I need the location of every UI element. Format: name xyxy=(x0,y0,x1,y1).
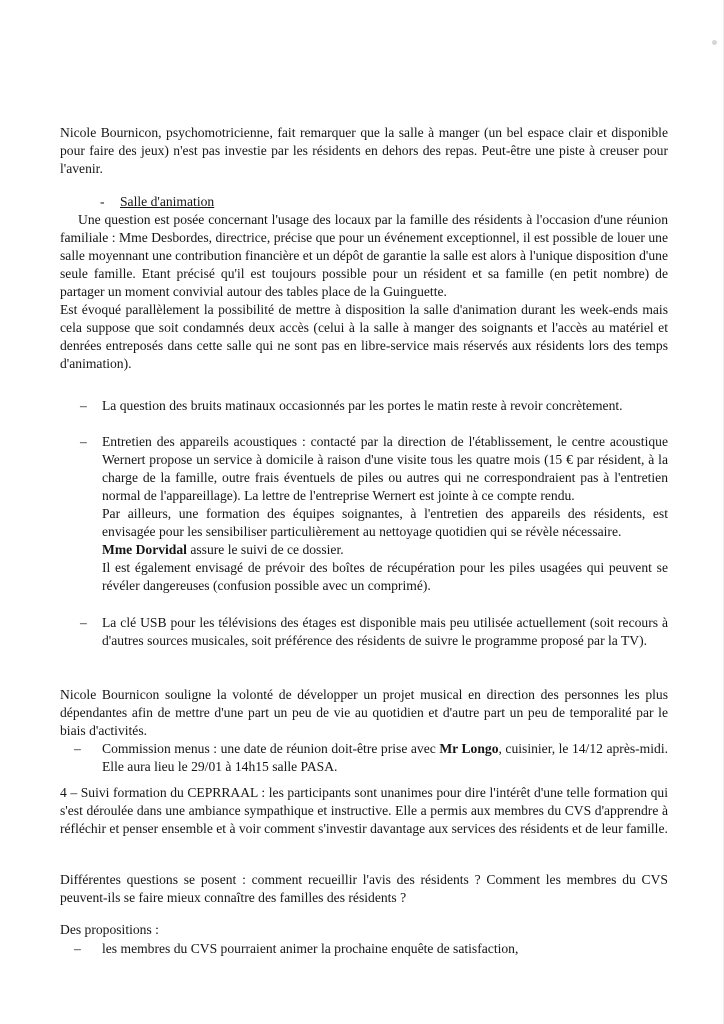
paragraph-suivi-formation xyxy=(60,784,668,838)
item-text: Par ailleurs, une formation des équipes soignantes, à l'entretien des appareils des résidents, est envisagée pour les sensibiliser particulièrement au nettoyage quotidien qui se révèle nécessaire. xyxy=(102,506,668,539)
list-item-bruits xyxy=(60,397,668,415)
item-text: La question des bruits matinaux occasionnés par les portes le matin reste à revoir concrètement. xyxy=(102,398,623,413)
item-text-start: Commission menus : une date de réunion doit-être prise avec xyxy=(102,741,440,756)
item-text: Il est également envisagé de prévoir des boîtes de récupération pour les piles usagées qui peuvent se révéler dangereuses (confusion possible avec un comprimé). xyxy=(102,560,668,593)
section-heading xyxy=(60,193,668,211)
item-text: Entretien des appareils acoustiques : contacté par la direction de l'établissement, le centre acoustique Wernert propose un service à domicile à raison d'une visite tous les quatre mois (15 € par résident, à la charge de la famille, outre frais éventuels de piles ou autres qui ne correspondraient pas à l'entretien normal de l'appareillage). La lettre de l'entreprise Wernert est jointe à ce compte rendu. xyxy=(102,434,668,503)
item-text-rest: assure le suivi de ce dossier. xyxy=(186,542,344,557)
list-item-proposition xyxy=(60,940,668,958)
paragraph-questions xyxy=(60,871,668,907)
item-text xyxy=(102,740,668,776)
list-item-cle-usb xyxy=(60,614,668,650)
section-title: Salle d'animation xyxy=(120,194,215,209)
person-name: Mme Dorvidal xyxy=(102,542,187,557)
person-name: Mr Longo xyxy=(439,741,499,756)
paragraph-text: Des propositions : xyxy=(60,922,159,937)
list-item-entretien-appareils xyxy=(60,433,668,595)
bullet-dash: – xyxy=(74,741,81,756)
bullet-dash: – xyxy=(80,434,87,449)
paragraph-projet-musical xyxy=(60,686,668,740)
bullet-dash: – xyxy=(80,398,87,413)
paragraph-text: 4 – Suivi formation du CEPRRAAL : les participants sont unanimes pour dire l'intérêt d'une telle formation qui s'est déroulée dans une ambiance sympathique et instructive. Elle a permis aux membres du CVS d'apprendre à réfléchir et penser ensemble et à voir comment s'investir davantage aux services des résidents et de leur famille. xyxy=(60,785,668,836)
paragraph-text: Nicole Bournicon souligne la volonté de développer un projet musical en direction des personnes les plus dépendantes afin de mettre d'une part un peu de vie au quotidien et d'autre part un peu de temporalité par le biais d'activités. xyxy=(60,687,668,738)
item-text-end: , cuisinier, le 14/12 après-midi. Elle aura lieu le 29/01 à 14h15 salle PASA. xyxy=(102,741,668,774)
list-item-commission-menus xyxy=(60,740,668,776)
heading-dash: - xyxy=(100,194,105,209)
paragraph-propositions-label xyxy=(60,921,668,939)
item-text xyxy=(102,541,668,559)
paragraph-salle-a-manger xyxy=(60,124,668,178)
bullet-dash: – xyxy=(74,941,81,956)
section-salle-animation xyxy=(60,193,668,373)
bullet-dash: – xyxy=(80,615,87,630)
scan-mark xyxy=(712,40,717,45)
item-text: La clé USB pour les télévisions des étages est disponible mais peu utilisée actuellement (soit recours à d'autres sources musicales, soit préférence des résidents de suivre le programme proposé par la TV). xyxy=(102,615,668,648)
paragraph-week-ends: Est évoqué parallèlement la possibilité de mettre à disposition la salle d'animation durant les week-ends mais cela suppose que soit condamnés deux accès (celui à la salle à manger des soignants et l'accès au matériel et denrées entreposés dans cette salle qui ne sont pas en libre-service mais réservés aux résidents lors des temps d'animation). xyxy=(60,302,668,371)
paragraph-text: Différentes questions se posent : comment recueillir l'avis des résidents ? Comment les membres du CVS peuvent-ils se faire mieux connaître des familles des résidents ? xyxy=(60,872,668,905)
item-text: les membres du CVS pourraient animer la prochaine enquête de satisfaction, xyxy=(102,941,519,956)
paragraph-question-locaux: Une question est posée concernant l'usage des locaux par la famille des résidents à l'occasion d'une réunion familiale : Mme Desbordes, directrice, précise que pour un événement exceptionnel, il est possible de louer une salle moyennant une contribution financière et un dépôt de garantie la salle est alors à l'unique disposition d'une seule famille. Etant précisé qu'il est toujours possible pour un résident et sa famille (en petit nombre) de partager un moment convivial autour des tables place de la Guinguette. xyxy=(60,212,668,299)
paragraph-text: Nicole Bournicon, psychomotricienne, fait remarquer que la salle à manger (un bel espace clair et disponible pour faire des jeux) n'est pas investie par les résidents en dehors des repas. Peut-être une piste à creuser pour l'avenir. xyxy=(60,125,668,176)
